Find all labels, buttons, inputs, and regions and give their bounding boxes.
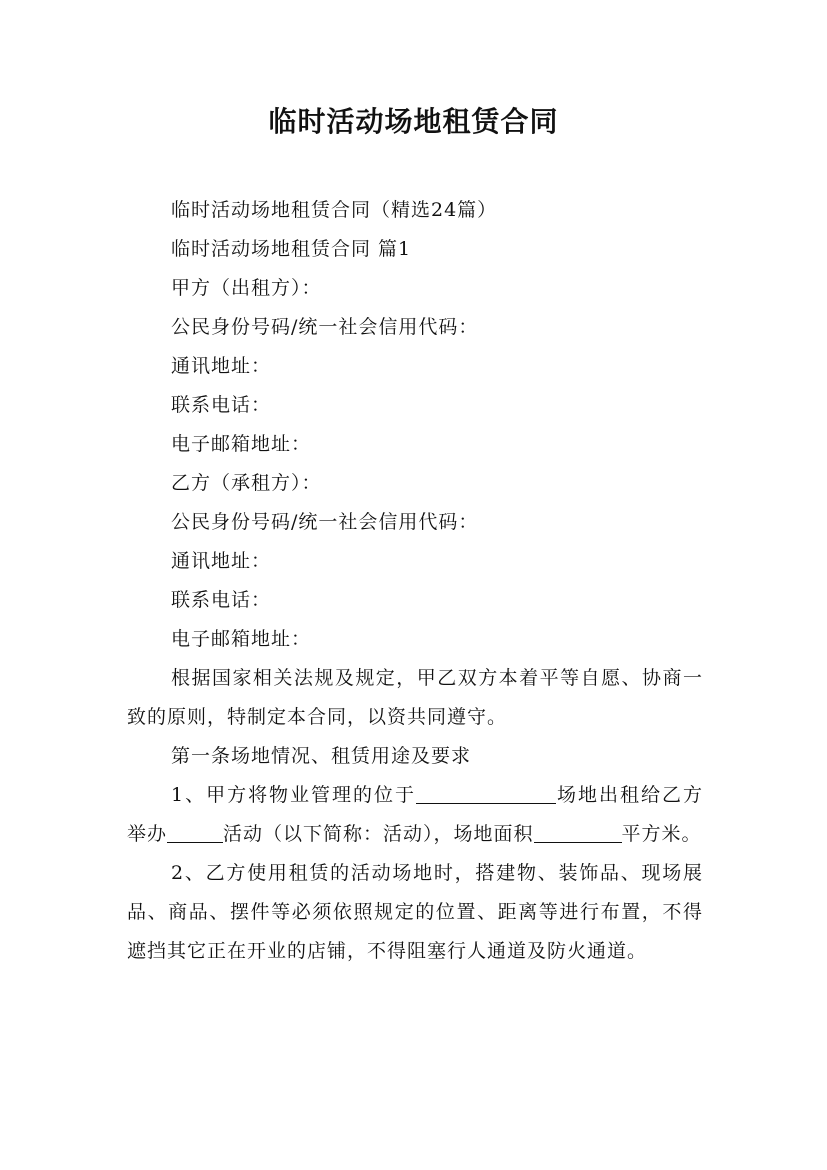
clause-1-text-4: 平方米。 [621,823,702,845]
party-b-phone-field: 联系电话： [171,589,272,611]
party-a-id-field: 公民身份号码/统一社会信用代码： [171,316,479,338]
intro-paragraph: 根据国家相关法规及规定，甲乙双方本着平等自愿、协商一致的原则，特制定本合同，以资共同遵守。 [127,667,703,728]
document-body [127,191,703,971]
clause-1-paragraph [127,776,703,854]
article-1-heading: 第一条场地情况、租赁用途及要求 [171,745,472,767]
party-a-address-field: 通讯地址： [171,355,272,377]
clause-1-text-2: 场地出租给乙方举办 [127,784,703,845]
party-a-phone-field: 联系电话： [171,394,272,416]
activity-name-blank[interactable] [167,820,223,843]
party-b-address-field: 通讯地址： [171,550,272,572]
subtitle: 临时活动场地租赁合同（精选24篇） [171,199,498,221]
party-a-label: 甲方（出租方）： [171,277,322,299]
document-title: 临时活动场地租赁合同 [268,105,559,138]
party-a-email-field: 电子邮箱地址： [171,433,312,455]
venue-location-blank[interactable] [416,781,556,804]
area-blank[interactable] [534,820,622,843]
clause-1-text-1: 1、甲方将物业管理的位于 [171,784,417,806]
party-b-id-field: 公民身份号码/统一社会信用代码： [171,511,479,533]
party-b-label: 乙方（承租方）： [171,472,322,494]
party-b-email-field: 电子邮箱地址： [171,628,312,650]
clause-2-paragraph: 2、乙方使用租赁的活动场地时，搭建物、装饰品、现场展品、商品、摆件等必须依照规定的位置、距离等进行布置，不得遮挡其它正在开业的店铺，不得阻塞行人通道及防火通道。 [127,862,703,962]
clause-1-text-3: 活动（以下简称：活动），场地面积 [223,823,534,845]
section-heading: 临时活动场地租赁合同 篇1 [171,238,412,260]
